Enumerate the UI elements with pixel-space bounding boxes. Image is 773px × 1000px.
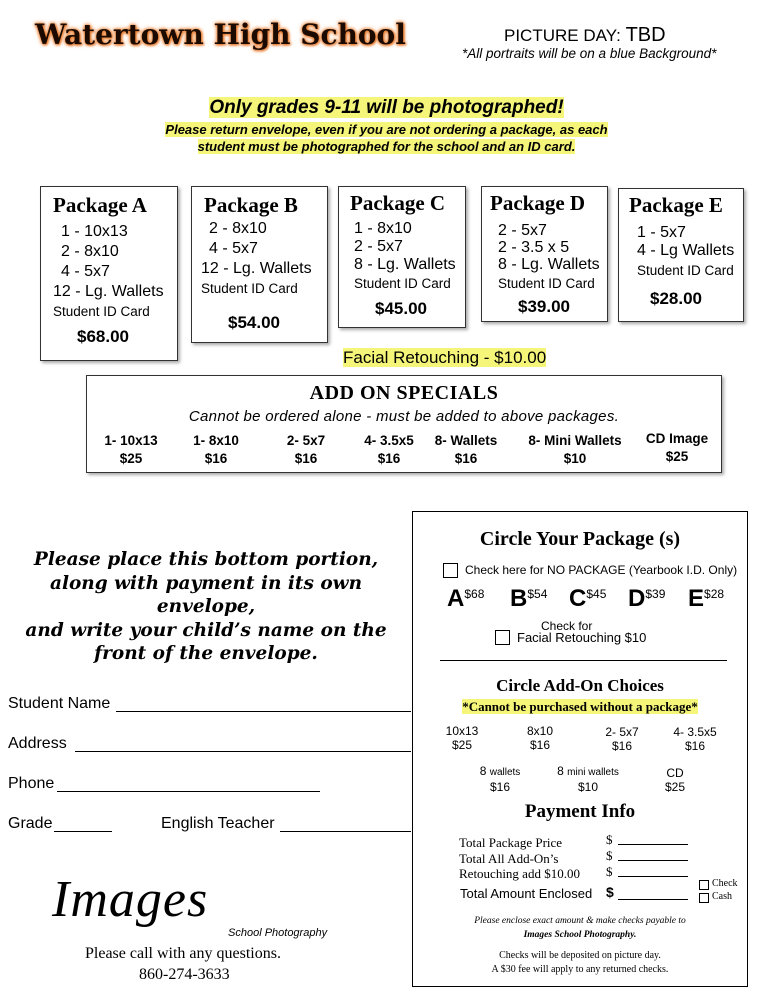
payment-title: Payment Info (524, 801, 636, 822)
instructions-line3: and write your child’s name on the (25, 619, 387, 641)
payment-row-label: Total All Add-On’s (459, 851, 559, 866)
package-b-item: 2 - 8x10 (209, 220, 267, 237)
choice-d[interactable] (628, 585, 665, 613)
addon-specials-box (86, 375, 722, 473)
addon-choice-num: 8 (479, 764, 487, 778)
picture-day (504, 24, 666, 47)
addon-choice[interactable] (543, 764, 633, 794)
no-package-label: Check here for NO PACKAGE (Yearbook I.D. Only) (465, 563, 738, 577)
payment-note1: Please enclose exact amount & make checks payable to (474, 916, 686, 926)
payment-row-label: Retouching add $10.00 (459, 866, 580, 881)
cash-checkbox[interactable] (699, 893, 709, 903)
addon-label: 1- 10x13 (104, 433, 158, 448)
addon-title: ADD ON SPECIALS (309, 382, 499, 404)
check-checkbox[interactable] (699, 880, 709, 890)
logo-tagline: School Photography (228, 927, 328, 939)
addon-choice[interactable] (433, 724, 491, 752)
package-d-item: 2 - 3.5 x 5 (498, 239, 570, 256)
package-c-item: 8 - Lg. Wallets (354, 256, 456, 273)
addon-label: 8- Wallets (434, 433, 498, 448)
package-a-price: $68.00 (77, 327, 129, 346)
total-label: Total Amount Enclosed (460, 886, 593, 901)
package-c-item: 1 - 8x10 (354, 220, 412, 237)
english-teacher-label: English Teacher (161, 815, 275, 832)
addon-item (181, 432, 251, 468)
package-a-card (40, 186, 178, 361)
check-for-label: Check for (541, 619, 593, 633)
package-d-item: 8 - Lg. Wallets (498, 256, 600, 273)
package-a-item: 4 - 5x7 (61, 263, 110, 280)
package-d-card (481, 186, 608, 322)
package-e-item: Student ID Card (637, 263, 734, 278)
addon-label: 8- Mini Wallets (528, 433, 622, 448)
form-divider (440, 660, 727, 661)
package-a-item: 12 - Lg. Wallets (53, 283, 164, 300)
addon-choice-label: wallets (489, 767, 521, 778)
addon-price: $16 (294, 451, 318, 466)
total-line[interactable] (618, 899, 688, 900)
addon-choice[interactable] (663, 725, 727, 753)
addons-price-line[interactable] (618, 860, 688, 861)
package-b-item: 12 - Lg. Wallets (201, 260, 312, 277)
addon-choice-price: $25 (451, 738, 473, 752)
package-a-item: Student ID Card (53, 304, 150, 319)
cash-label: Cash (712, 891, 732, 902)
addon-choice-label: 10x13 (445, 724, 479, 738)
choice-e[interactable] (688, 585, 724, 613)
addon-choices-note (413, 699, 747, 715)
choice-price: $28 (704, 587, 725, 601)
choice-a[interactable] (447, 585, 484, 613)
retouching-checkbox[interactable] (495, 630, 510, 645)
addon-choice[interactable] (593, 725, 651, 753)
addon-choice[interactable] (511, 724, 569, 752)
order-form (412, 511, 748, 987)
instructions-line4: front of the envelope. (94, 643, 318, 664)
choice-c[interactable] (569, 585, 606, 613)
addon-item (427, 432, 505, 468)
addon-choice-price: $16 (611, 739, 633, 753)
addon-choices-title: Circle Add-On Choices (496, 676, 664, 695)
instructions-line2: along with payment in its own envelope, (49, 572, 363, 617)
student-name-line[interactable] (116, 711, 411, 712)
grade-label: Grade (8, 815, 53, 832)
choice-letter: C (569, 585, 587, 612)
addon-subtitle: Cannot be ordered alone - must be added to above packages. (188, 408, 620, 425)
package-c-item: 2 - 5x7 (354, 238, 403, 255)
package-b-item: 4 - 5x7 (209, 240, 258, 257)
package-b-price: $54.00 (228, 313, 280, 332)
package-e-name: Package E (629, 193, 723, 217)
student-name-label: Student Name (8, 695, 111, 712)
payment-note4: A $30 fee will apply to any returned checks. (491, 964, 669, 975)
addon-label: 1- 8x10 (193, 433, 239, 448)
addon-item (95, 432, 167, 468)
package-d-item: Student ID Card (498, 276, 595, 291)
package-a-name: Package A (53, 193, 147, 217)
choice-b[interactable] (510, 585, 547, 613)
addon-choice-price: $25 (664, 780, 686, 794)
picture-day-value: TBD (625, 24, 666, 46)
addon-choice[interactable] (655, 766, 695, 794)
retouching-text: Facial Retouching - $10.00 (343, 348, 547, 367)
addon-price: $25 (119, 451, 143, 466)
address-line[interactable] (75, 751, 411, 752)
package-d-item: 2 - 5x7 (498, 222, 547, 239)
choice-price: $54 (527, 587, 548, 601)
addon-price: $16 (377, 451, 401, 466)
addon-choice[interactable] (465, 764, 535, 794)
addon-choices-note-text: *Cannot be purchased without a package* (462, 699, 698, 714)
package-e-item: 4 - Lg Wallets (637, 242, 735, 259)
addon-item (271, 432, 341, 468)
choice-letter: D (628, 585, 646, 612)
addon-label: 4- 3.5x5 (364, 433, 414, 448)
addon-price: $10 (563, 451, 587, 466)
addon-choice-price: $16 (489, 780, 511, 794)
portrait-note: *All portraits will be on a blue Background* (462, 46, 717, 61)
package-price-line[interactable] (618, 844, 688, 845)
package-c-price: $45.00 (375, 299, 427, 318)
address-label: Address (8, 735, 67, 752)
addon-choice-label: CD (666, 766, 684, 780)
addon-label: CD Image (645, 431, 709, 446)
package-d-name: Package D (490, 191, 586, 215)
phone-label: Phone (8, 775, 55, 792)
no-package-checkbox[interactable] (443, 563, 458, 578)
choice-price: $45 (586, 587, 607, 601)
addon-price: $16 (204, 451, 228, 466)
return-notice (0, 121, 773, 155)
grades-notice (0, 97, 773, 119)
picture-day-label: PICTURE DAY: (504, 26, 621, 45)
dollar-sign: $ (606, 884, 614, 900)
package-e-item: 1 - 5x7 (637, 224, 686, 241)
payment-row-label: Total Package Price (459, 835, 563, 850)
school-title: Watertown High School (35, 18, 406, 51)
package-e-card (618, 188, 744, 322)
dollar-sign: $ (606, 832, 613, 847)
package-b-name: Package B (204, 193, 298, 217)
phone-line[interactable] (57, 791, 320, 792)
addon-price: $16 (454, 451, 478, 466)
payment-note3: Checks will be deposited on picture day. (499, 950, 661, 961)
grades-text: Only grades 9-11 will be photographed! (209, 97, 564, 118)
addon-choice-label: 4- 3.5x5 (673, 725, 717, 739)
instructions-line1: Please place this bottom portion, (33, 549, 379, 570)
dollar-sign: $ (606, 864, 613, 879)
package-c-name: Package C (350, 191, 446, 215)
package-c-card (338, 186, 466, 328)
addon-price: $25 (665, 449, 689, 464)
addon-choice-num: 8 (557, 764, 564, 778)
package-d-price: $39.00 (518, 297, 570, 316)
return-line2: student must be photographed for the school and an ID card. (197, 139, 576, 154)
payment-note2: Images School Photography. (523, 930, 637, 940)
check-label: Check (712, 878, 738, 889)
instructions (0, 548, 412, 666)
package-c-item: Student ID Card (354, 276, 451, 291)
circle-package-title: Circle Your Package (s) (479, 528, 681, 550)
addon-item (519, 432, 631, 468)
choice-price: $39 (645, 587, 666, 601)
dollar-sign: $ (606, 848, 613, 863)
package-a-item: 2 - 8x10 (61, 243, 119, 260)
addon-label: 2- 5x7 (286, 433, 326, 448)
addon-choice-price: $10 (577, 780, 599, 794)
addon-choice-label: 8x10 (526, 724, 554, 738)
retouching-label: Facial Retouching $10 (517, 630, 647, 645)
package-b-card (191, 186, 328, 343)
package-e-price: $28.00 (650, 289, 702, 308)
choice-letter: B (510, 585, 528, 612)
choice-letter: E (688, 585, 705, 612)
grade-line[interactable] (54, 831, 112, 832)
package-b-item: Student ID Card (201, 281, 298, 296)
addon-choice-label: 2- 5x7 (605, 725, 639, 739)
package-a-item: 1 - 10x13 (61, 223, 128, 240)
addon-choice-label: mini wallets (567, 767, 619, 778)
retouching-note (343, 348, 546, 368)
call-note: Please call with any questions. (85, 945, 281, 962)
retouching-price-line[interactable] (618, 876, 688, 877)
addon-choice-price: $16 (529, 738, 551, 752)
return-line1: Please return envelope, even if you are not ordering a package, as each (165, 122, 608, 137)
images-logo: Images (52, 871, 209, 928)
choice-price: $68 (464, 587, 485, 601)
phone-number: 860-274-3633 (139, 966, 230, 983)
addon-choice-price: $16 (684, 739, 706, 753)
addon-item (353, 432, 425, 468)
english-teacher-line[interactable] (280, 831, 411, 832)
choice-letter: A (447, 585, 465, 612)
addon-item (637, 430, 717, 466)
